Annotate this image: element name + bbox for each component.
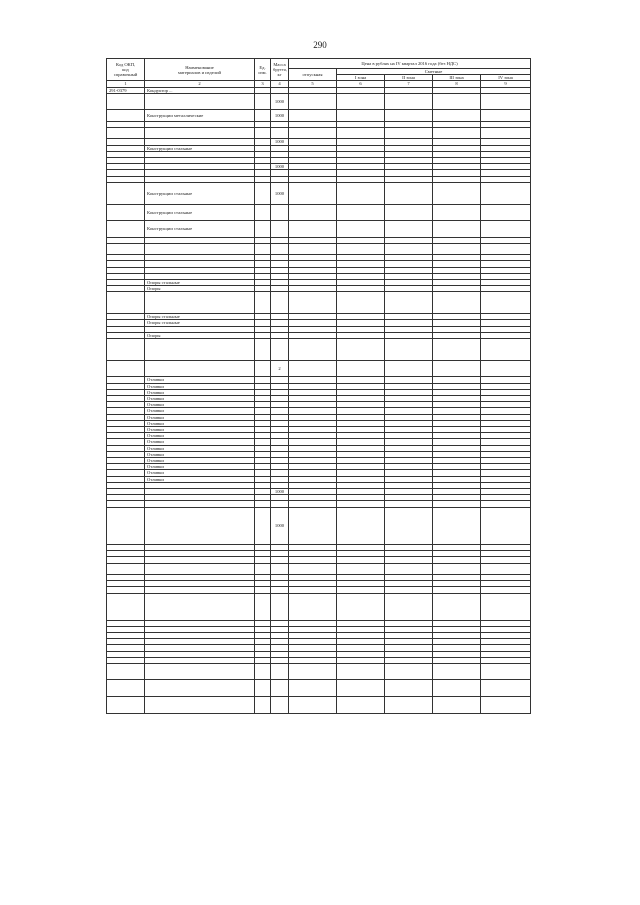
row-code [107, 127, 145, 138]
row-price-zone-4 [481, 127, 531, 138]
row-price-zone-1 [337, 221, 385, 238]
row-price-zone-2 [385, 127, 433, 138]
row-name: Конструкции металлические [145, 110, 255, 121]
row-price-zone-4 [481, 507, 531, 544]
row-price-zone-3 [433, 339, 481, 361]
row-mass: 1000 [271, 507, 289, 544]
col-number: 1 [107, 81, 145, 87]
table-row [107, 204, 531, 221]
row-code: 291-0379 [107, 87, 145, 93]
row-price-zone-2 [385, 680, 433, 697]
row-mass [271, 221, 289, 238]
row-price-zone-1 [337, 593, 385, 620]
row-mass [271, 563, 289, 574]
row-name [145, 127, 255, 138]
row-unit [255, 182, 271, 204]
row-price-zone-2 [385, 339, 433, 361]
row-name [145, 680, 255, 697]
page-number: 290 [313, 40, 327, 50]
row-mass [271, 339, 289, 361]
row-unit [255, 563, 271, 574]
row-price-zone-1 [337, 360, 385, 377]
row-code [107, 360, 145, 377]
header-zone-3: III зона [433, 75, 481, 81]
table-row [107, 563, 531, 574]
row-unit [255, 680, 271, 697]
col-number: 3 [255, 81, 271, 87]
row-price-zone-1 [337, 680, 385, 697]
table-row [107, 593, 531, 620]
row-name: Опоры стальные [145, 314, 255, 320]
row-code [107, 110, 145, 121]
row-price-zone-3 [433, 110, 481, 121]
row-name: Отливки [145, 451, 255, 457]
table-row [107, 127, 531, 138]
row-code [107, 339, 145, 361]
row-name: Отливки [145, 427, 255, 433]
table-row [107, 93, 531, 110]
row-price-zone-2 [385, 360, 433, 377]
row-price-zone-2 [385, 110, 433, 121]
row-name: Конструкции стальные [145, 145, 255, 151]
row-price-release [289, 204, 337, 221]
col-number: 7 [385, 81, 433, 87]
col-number: 4 [271, 81, 289, 87]
row-name: Конструкции стальные [145, 221, 255, 238]
row-price-zone-3 [433, 593, 481, 620]
row-price-zone-4 [481, 360, 531, 377]
row-price-zone-3 [433, 127, 481, 138]
row-mass: 1000 [271, 110, 289, 121]
row-price-zone-2 [385, 221, 433, 238]
row-price-zone-2 [385, 507, 433, 544]
row-mass [271, 697, 289, 714]
row-price-zone-3 [433, 93, 481, 110]
row-code [107, 182, 145, 204]
row-price-zone-4 [481, 680, 531, 697]
row-price-release [289, 127, 337, 138]
header-delivery: Сметные [337, 69, 531, 75]
row-price-release [289, 563, 337, 574]
col-number: 9 [481, 81, 531, 87]
row-price-zone-4 [481, 243, 531, 254]
row-code [107, 697, 145, 714]
row-price-zone-1 [337, 563, 385, 574]
row-price-release [289, 93, 337, 110]
row-price-zone-1 [337, 182, 385, 204]
row-price-release [289, 182, 337, 204]
row-name [145, 339, 255, 361]
row-name [145, 563, 255, 574]
row-price-zone-2 [385, 697, 433, 714]
row-code [107, 507, 145, 544]
price-table [106, 58, 531, 714]
row-unit [255, 243, 271, 254]
table-row [107, 339, 531, 361]
row-unit [255, 507, 271, 544]
row-unit [255, 697, 271, 714]
header-zone-1: I зона [337, 75, 385, 81]
row-name: Отливки [145, 377, 255, 383]
table-row [107, 182, 531, 204]
row-price-release [289, 110, 337, 121]
row-price-zone-2 [385, 93, 433, 110]
row-name: Отливки [145, 396, 255, 402]
col-number: 8 [433, 81, 481, 87]
row-unit [255, 110, 271, 121]
col-number: 6 [337, 81, 385, 87]
row-name: Отливки [145, 464, 255, 470]
row-price-zone-1 [337, 339, 385, 361]
row-price-zone-1 [337, 243, 385, 254]
row-price-zone-4 [481, 339, 531, 361]
row-mass [271, 663, 289, 680]
table-body [107, 87, 531, 713]
row-price-zone-3 [433, 680, 481, 697]
row-mass: 1000 [271, 182, 289, 204]
row-mass [271, 243, 289, 254]
row-unit [255, 593, 271, 620]
row-unit [255, 127, 271, 138]
row-code [107, 593, 145, 620]
row-price-zone-3 [433, 563, 481, 574]
row-price-zone-4 [481, 663, 531, 680]
row-name: Отливки [145, 389, 255, 395]
table-row [107, 243, 531, 254]
row-name: Отливки [145, 420, 255, 426]
table-header [107, 59, 531, 88]
row-code [107, 292, 145, 314]
row-name [145, 697, 255, 714]
row-price-zone-4 [481, 93, 531, 110]
row-name: Отливки [145, 470, 255, 476]
row-mass: 1000 [271, 489, 289, 495]
row-name: Отливки [145, 476, 255, 482]
row-unit [255, 339, 271, 361]
row-price-zone-1 [337, 292, 385, 314]
row-code [107, 93, 145, 110]
row-price-zone-4 [481, 593, 531, 620]
header-name: Наименование материалов и изделий [145, 59, 255, 81]
row-price-zone-4 [481, 110, 531, 121]
row-price-release [289, 507, 337, 544]
row-mass [271, 204, 289, 221]
row-price-zone-4 [481, 182, 531, 204]
row-name [145, 663, 255, 680]
row-name [145, 243, 255, 254]
header-unit: Ед. изм. [255, 59, 271, 81]
row-mass: 2 [271, 360, 289, 377]
table-row [107, 507, 531, 544]
row-price-zone-2 [385, 593, 433, 620]
row-price-release [289, 243, 337, 254]
row-price-release [289, 663, 337, 680]
row-price-release [289, 593, 337, 620]
row-price-zone-2 [385, 292, 433, 314]
header-code: Код ОКП, код справочный [107, 59, 145, 81]
row-name: Опоры [145, 332, 255, 338]
row-code [107, 243, 145, 254]
row-name: Отливки [145, 408, 255, 414]
header-price-release: отпускная [289, 69, 337, 81]
row-name: Конструкции стальные [145, 204, 255, 221]
row-mass: 1000 [271, 164, 289, 170]
table-row [107, 292, 531, 314]
row-mass [271, 593, 289, 620]
row-price-zone-3 [433, 360, 481, 377]
row-unit [255, 292, 271, 314]
price-table-container [106, 58, 530, 714]
row-price-zone-3 [433, 292, 481, 314]
row-name [145, 292, 255, 314]
row-price-zone-2 [385, 663, 433, 680]
row-price-zone-1 [337, 127, 385, 138]
table-row [107, 697, 531, 714]
row-price-zone-4 [481, 204, 531, 221]
row-name: Отливки [145, 383, 255, 389]
row-price-release [289, 697, 337, 714]
row-price-release [289, 221, 337, 238]
row-mass [271, 680, 289, 697]
row-name [145, 360, 255, 377]
row-price-zone-4 [481, 292, 531, 314]
row-unit [255, 93, 271, 110]
table-row [107, 663, 531, 680]
row-price-zone-3 [433, 204, 481, 221]
row-code [107, 563, 145, 574]
row-code [107, 204, 145, 221]
row-name: Конструкции стальные [145, 182, 255, 204]
col-number: 2 [145, 81, 255, 87]
header-price-group: Цена в рублях на IV квартал 2016 года (без НДС) [289, 59, 531, 69]
row-price-zone-2 [385, 182, 433, 204]
row-name: Опоры стальные [145, 320, 255, 326]
row-price-release [289, 339, 337, 361]
row-price-zone-1 [337, 204, 385, 221]
row-name [145, 507, 255, 544]
row-name: Отливки [145, 433, 255, 439]
row-name: Опоры [145, 286, 255, 292]
row-price-release [289, 292, 337, 314]
table-row [107, 110, 531, 121]
row-mass [271, 127, 289, 138]
table-row [107, 680, 531, 697]
row-price-release [289, 680, 337, 697]
table-row [107, 221, 531, 238]
row-price-zone-3 [433, 243, 481, 254]
row-price-zone-3 [433, 507, 481, 544]
row-price-zone-2 [385, 563, 433, 574]
row-price-zone-1 [337, 110, 385, 121]
row-price-zone-4 [481, 563, 531, 574]
row-price-zone-1 [337, 507, 385, 544]
col-number: 5 [289, 81, 337, 87]
row-mass: 1000 [271, 139, 289, 145]
row-price-release [289, 360, 337, 377]
header-mass: Масса брутто, кг [271, 59, 289, 81]
row-name: Отливки [145, 402, 255, 408]
table-row [107, 360, 531, 377]
header-zone-2: II зона [385, 75, 433, 81]
row-price-zone-3 [433, 182, 481, 204]
row-price-zone-3 [433, 697, 481, 714]
row-unit [255, 663, 271, 680]
row-price-zone-1 [337, 697, 385, 714]
row-code [107, 221, 145, 238]
row-unit [255, 221, 271, 238]
row-name: Отливки [145, 414, 255, 420]
row-price-zone-2 [385, 204, 433, 221]
row-name [145, 593, 255, 620]
row-price-zone-3 [433, 221, 481, 238]
row-price-zone-1 [337, 663, 385, 680]
row-code [107, 663, 145, 680]
row-name: Отливки [145, 445, 255, 451]
row-name [145, 93, 255, 110]
row-name: Кондуктор ... [145, 87, 255, 93]
row-price-zone-1 [337, 93, 385, 110]
row-name: Отливки [145, 439, 255, 445]
row-code [107, 680, 145, 697]
row-mass [271, 292, 289, 314]
header-zone-4: IV зона [481, 75, 531, 81]
row-price-zone-2 [385, 243, 433, 254]
row-price-zone-3 [433, 663, 481, 680]
row-mass: 1000 [271, 93, 289, 110]
row-price-zone-4 [481, 697, 531, 714]
row-unit [255, 204, 271, 221]
row-name: Опоры стальные [145, 280, 255, 286]
row-unit [255, 360, 271, 377]
row-price-zone-4 [481, 221, 531, 238]
row-name: Отливки [145, 458, 255, 464]
